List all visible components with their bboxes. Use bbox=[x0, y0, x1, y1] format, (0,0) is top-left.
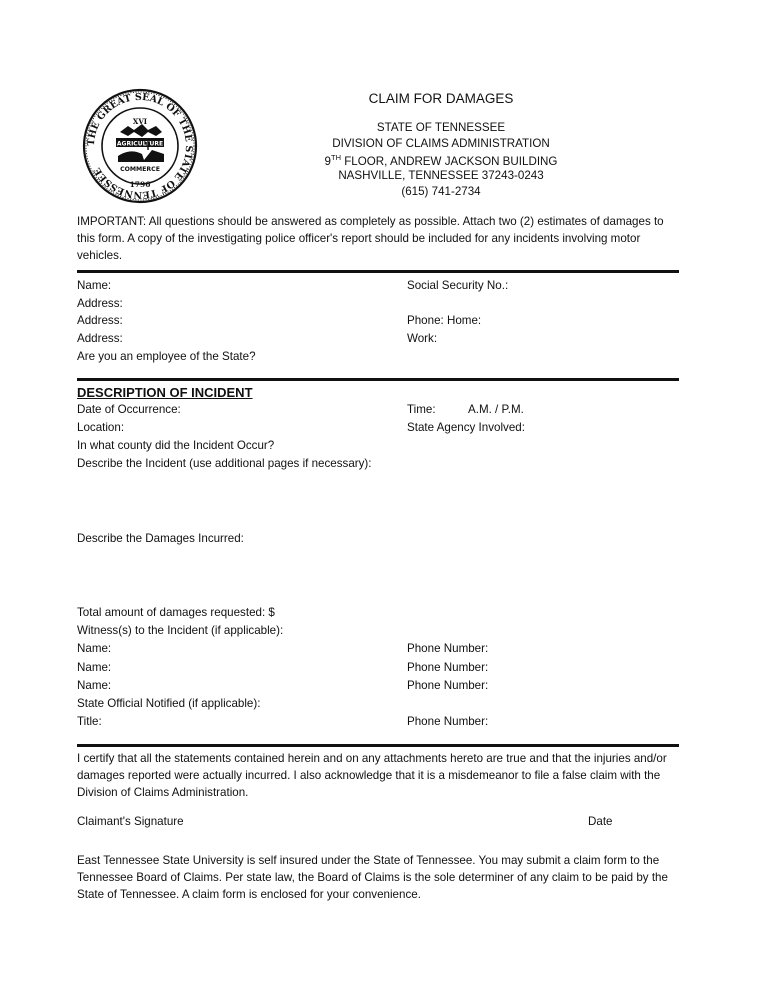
address-label-3: Address: bbox=[77, 332, 123, 345]
date-label: Date of Occurrence: bbox=[77, 403, 181, 416]
official-title-label: Title: bbox=[77, 715, 102, 728]
svg-text:1796: 1796 bbox=[129, 180, 151, 189]
phone-work-label: Work: bbox=[407, 332, 438, 345]
ampm-label: A.M. / P.M. bbox=[468, 403, 524, 416]
describe-incident-label: Describe the Incident (use additional pages if necessary): bbox=[77, 457, 372, 470]
agency-line-division: DIVISION OF CLAIMS ADMINISTRATION bbox=[332, 137, 550, 150]
ssn-label: Social Security No.: bbox=[407, 279, 509, 292]
svg-text:THE GREAT SEAL OF THE STATE OF: THE GREAT SEAL OF THE STATE OF TENNESSEE bbox=[85, 91, 195, 201]
witness-name-label: Name: bbox=[77, 679, 112, 692]
location-label: Location: bbox=[77, 421, 125, 434]
witness-phone-label: Phone Number: bbox=[407, 661, 489, 674]
agency-line-building bbox=[300, 153, 582, 168]
address-label-2: Address: bbox=[77, 314, 123, 327]
time-label: Time: bbox=[407, 403, 436, 416]
svg-text:AGRICULTURE: AGRICULTURE bbox=[116, 140, 164, 148]
agency-label: State Agency Involved: bbox=[407, 421, 525, 434]
employee-question: Are you an employee of the State? bbox=[77, 350, 256, 363]
important-notice: IMPORTANT: All questions should be answered as completely as possible. Attach two (2) estimates of damages to this form. A copy of the investigating police officer's report should be included for any incidents involving motor vehicles. bbox=[77, 215, 664, 262]
address-label-1: Address: bbox=[77, 297, 123, 310]
agency-line-state: STATE OF TENNESSEE bbox=[376, 121, 506, 134]
witness-heading: Witness(s) to the Incident (if applicable): bbox=[77, 624, 284, 637]
certification-text: I certify that all the statements contained herein and on any attachments hereto are true and that the injuries and/or damages reported were actually incurred. I also acknowledge that it is a misdemeanor to file a false claim with the Division of Claims Administration. bbox=[77, 752, 667, 799]
divider-2 bbox=[77, 378, 679, 381]
floor-suffix: TH bbox=[330, 153, 341, 162]
state-seal-icon bbox=[82, 88, 198, 204]
official-phone-label: Phone Number: bbox=[407, 715, 489, 728]
signature-label: Claimant's Signature bbox=[77, 815, 184, 828]
incident-heading: DESCRIPTION OF INCIDENT bbox=[77, 385, 253, 400]
witness-phone-label: Phone Number: bbox=[407, 642, 489, 655]
floor-number: 9 bbox=[324, 154, 331, 168]
official-label: State Official Notified (if applicable): bbox=[77, 697, 261, 710]
county-question: In what county did the Incident Occur? bbox=[77, 439, 275, 452]
divider-1 bbox=[77, 270, 679, 273]
name-label: Name: bbox=[77, 279, 112, 292]
describe-damages-label: Describe the Damages Incurred: bbox=[77, 532, 244, 545]
divider-3 bbox=[77, 744, 679, 747]
total-damages-label: Total amount of damages requested: $ bbox=[77, 606, 275, 619]
agency-line-address: NASHVILLE, TENNESSEE 37243-0243 bbox=[338, 169, 544, 182]
witness-name-label: Name: bbox=[77, 642, 112, 655]
form-title: CLAIM FOR DAMAGES bbox=[368, 91, 514, 106]
building-text: FLOOR, ANDREW JACKSON BUILDING bbox=[344, 154, 558, 168]
witness-phone-label: Phone Number: bbox=[407, 679, 489, 692]
phone-home-label: Phone: Home: bbox=[407, 314, 482, 327]
date-signed-label: Date bbox=[588, 815, 613, 828]
svg-text:COMMERCE: COMMERCE bbox=[120, 166, 160, 173]
witness-name-label: Name: bbox=[77, 661, 112, 674]
footer-notice: East Tennessee State University is self insured under the State of Tennessee. You may submit a claim form to the Tennessee Board of Claims. Per state law, the Board of Claims is the sole determiner of any claim to be paid by the State of Tennessee. A claim form is enclosed for your convenience. bbox=[77, 854, 668, 901]
agency-line-phone: (615) 741-2734 bbox=[401, 185, 481, 198]
svg-text:XVI: XVI bbox=[132, 117, 148, 126]
